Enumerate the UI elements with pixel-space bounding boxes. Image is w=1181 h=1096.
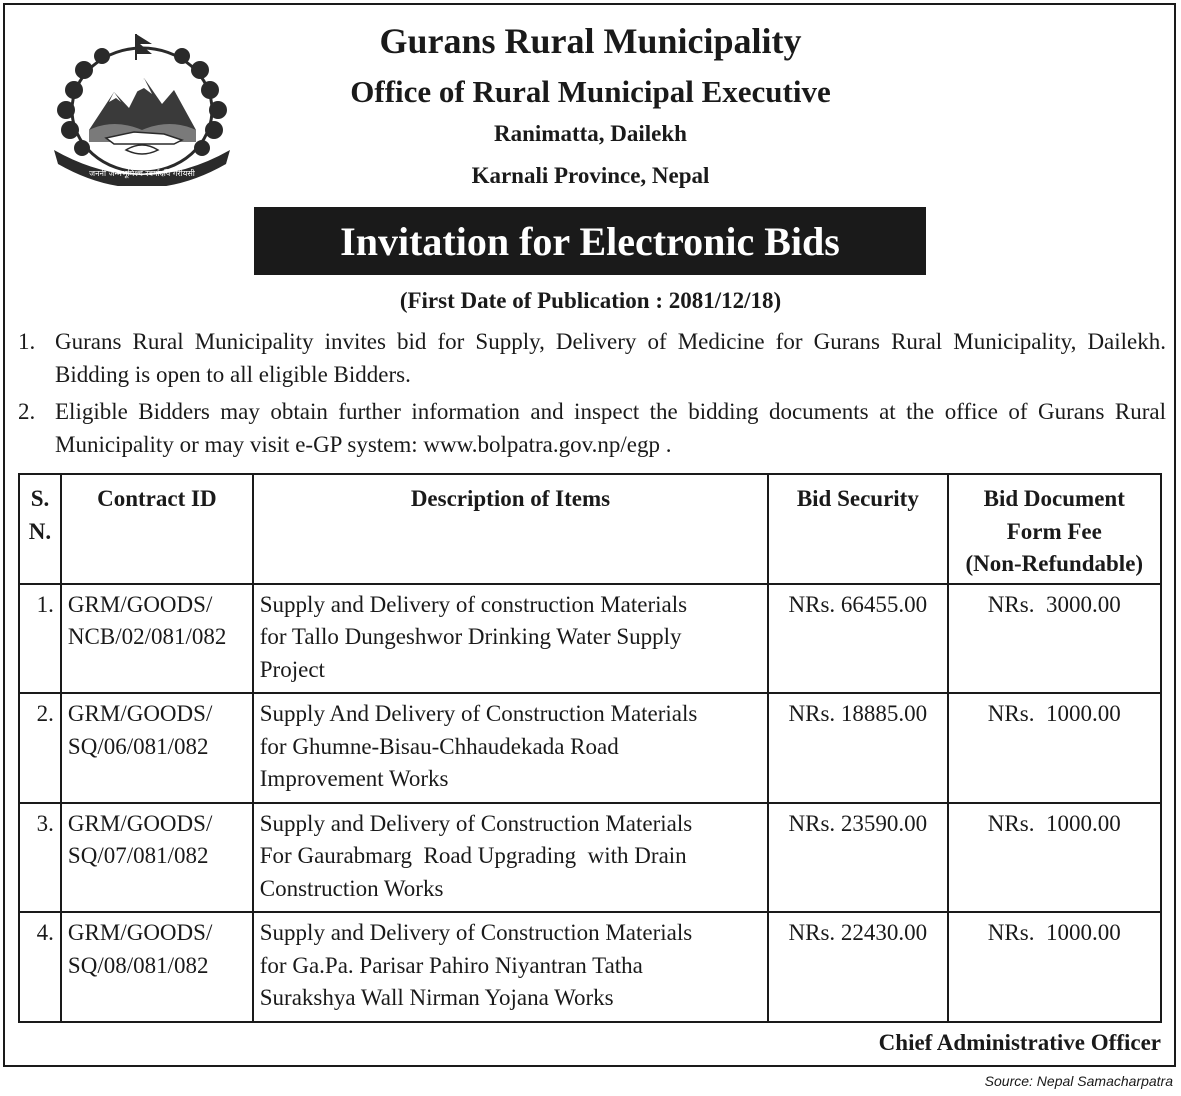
cell-description: Supply And Delivery of Construction Materials for Ghumne-Bisau-Chhaudekada Road Improvement Works xyxy=(253,693,768,803)
cell-contract-id: GRM/GOODS/ SQ/07/081/082 xyxy=(61,803,253,913)
cell-bid-security: NRs. 22430.00 xyxy=(768,912,947,1022)
office-location: Ranimatta, Dailekh xyxy=(494,121,687,146)
publication-date: (First Date of Publication : 2081/12/18) xyxy=(399,288,782,313)
header-description: Description of Items xyxy=(253,474,768,584)
signatory: Chief Administrative Officer xyxy=(878,1030,1161,1055)
table-row xyxy=(19,803,1161,913)
cell-document-fee: NRs. 1000.00 xyxy=(948,693,1161,803)
cell-sn: 1. xyxy=(19,584,61,694)
table-header-row xyxy=(19,474,1161,584)
office-name: Office of Rural Municipal Executive xyxy=(350,74,831,109)
bids-table xyxy=(18,473,1162,1023)
cell-bid-security: NRs. 23590.00 xyxy=(768,803,947,913)
cell-contract-id: GRM/GOODS/ SQ/08/081/082 xyxy=(61,912,253,1022)
table-row xyxy=(19,584,1161,694)
cell-document-fee: NRs. 1000.00 xyxy=(948,912,1161,1022)
cell-bid-security: NRs. 18885.00 xyxy=(768,693,947,803)
paragraph-1 xyxy=(18,325,1166,391)
municipality-name: Gurans Rural Municipality xyxy=(379,21,802,61)
header-sn: S. N. xyxy=(19,474,61,584)
cell-bid-security: NRs. 66455.00 xyxy=(768,584,947,694)
paragraph-text: Eligible Bidders may obtain further information and inspect the bidding documents at the office of Gurans Rural Municipality or may visit e-GP system: www.bolpatra.gov.np/egp . xyxy=(55,399,1166,457)
paragraph-number: 1. xyxy=(18,329,36,354)
paragraph-text: Gurans Rural Municipality invites bid for Supply, Delivery of Medicine for Gurans Rural Municipality, Dailekh. Bidding is open to all eligible Bidders. xyxy=(55,329,1166,387)
cell-document-fee: NRs. 1000.00 xyxy=(948,803,1161,913)
emblem-motto: जननी जन्मभूमिश्च स्वर्गादपि गरीयसी xyxy=(89,169,195,178)
cell-sn: 4. xyxy=(19,912,61,1022)
notice-title: Invitation for Electronic Bids xyxy=(254,207,926,275)
header-bid-security: Bid Security xyxy=(768,474,947,584)
cell-contract-id: GRM/GOODS/ SQ/06/081/082 xyxy=(61,693,253,803)
cell-sn: 3. xyxy=(19,803,61,913)
cell-description: Supply and Delivery of Construction Materials For Gaurabmarg Road Upgrading with Drain Construction Works xyxy=(253,803,768,913)
header-contract-id: Contract ID xyxy=(61,474,253,584)
cell-description: Supply and Delivery of construction Materials for Tallo Dungeshwor Drinking Water Supply Project xyxy=(253,584,768,694)
header-document-fee: Bid Document Form Fee (Non-Refundable) xyxy=(948,474,1161,584)
table-row xyxy=(19,693,1161,803)
table-row xyxy=(19,912,1161,1022)
cell-document-fee: NRs. 3000.00 xyxy=(948,584,1161,694)
source-credit: Source: Nepal Samacharpatra xyxy=(984,1073,1173,1089)
cell-sn: 2. xyxy=(19,693,61,803)
paragraph-2 xyxy=(18,395,1166,461)
office-province: Karnali Province, Nepal xyxy=(471,163,710,188)
cell-description: Supply and Delivery of Construction Materials for Ga.Pa. Parisar Pahiro Niyantran Tatha Surakshya Wall Nirman Yojana Works xyxy=(253,912,768,1022)
paragraph-number: 2. xyxy=(18,399,36,424)
cell-contract-id: GRM/GOODS/ NCB/02/081/082 xyxy=(61,584,253,694)
